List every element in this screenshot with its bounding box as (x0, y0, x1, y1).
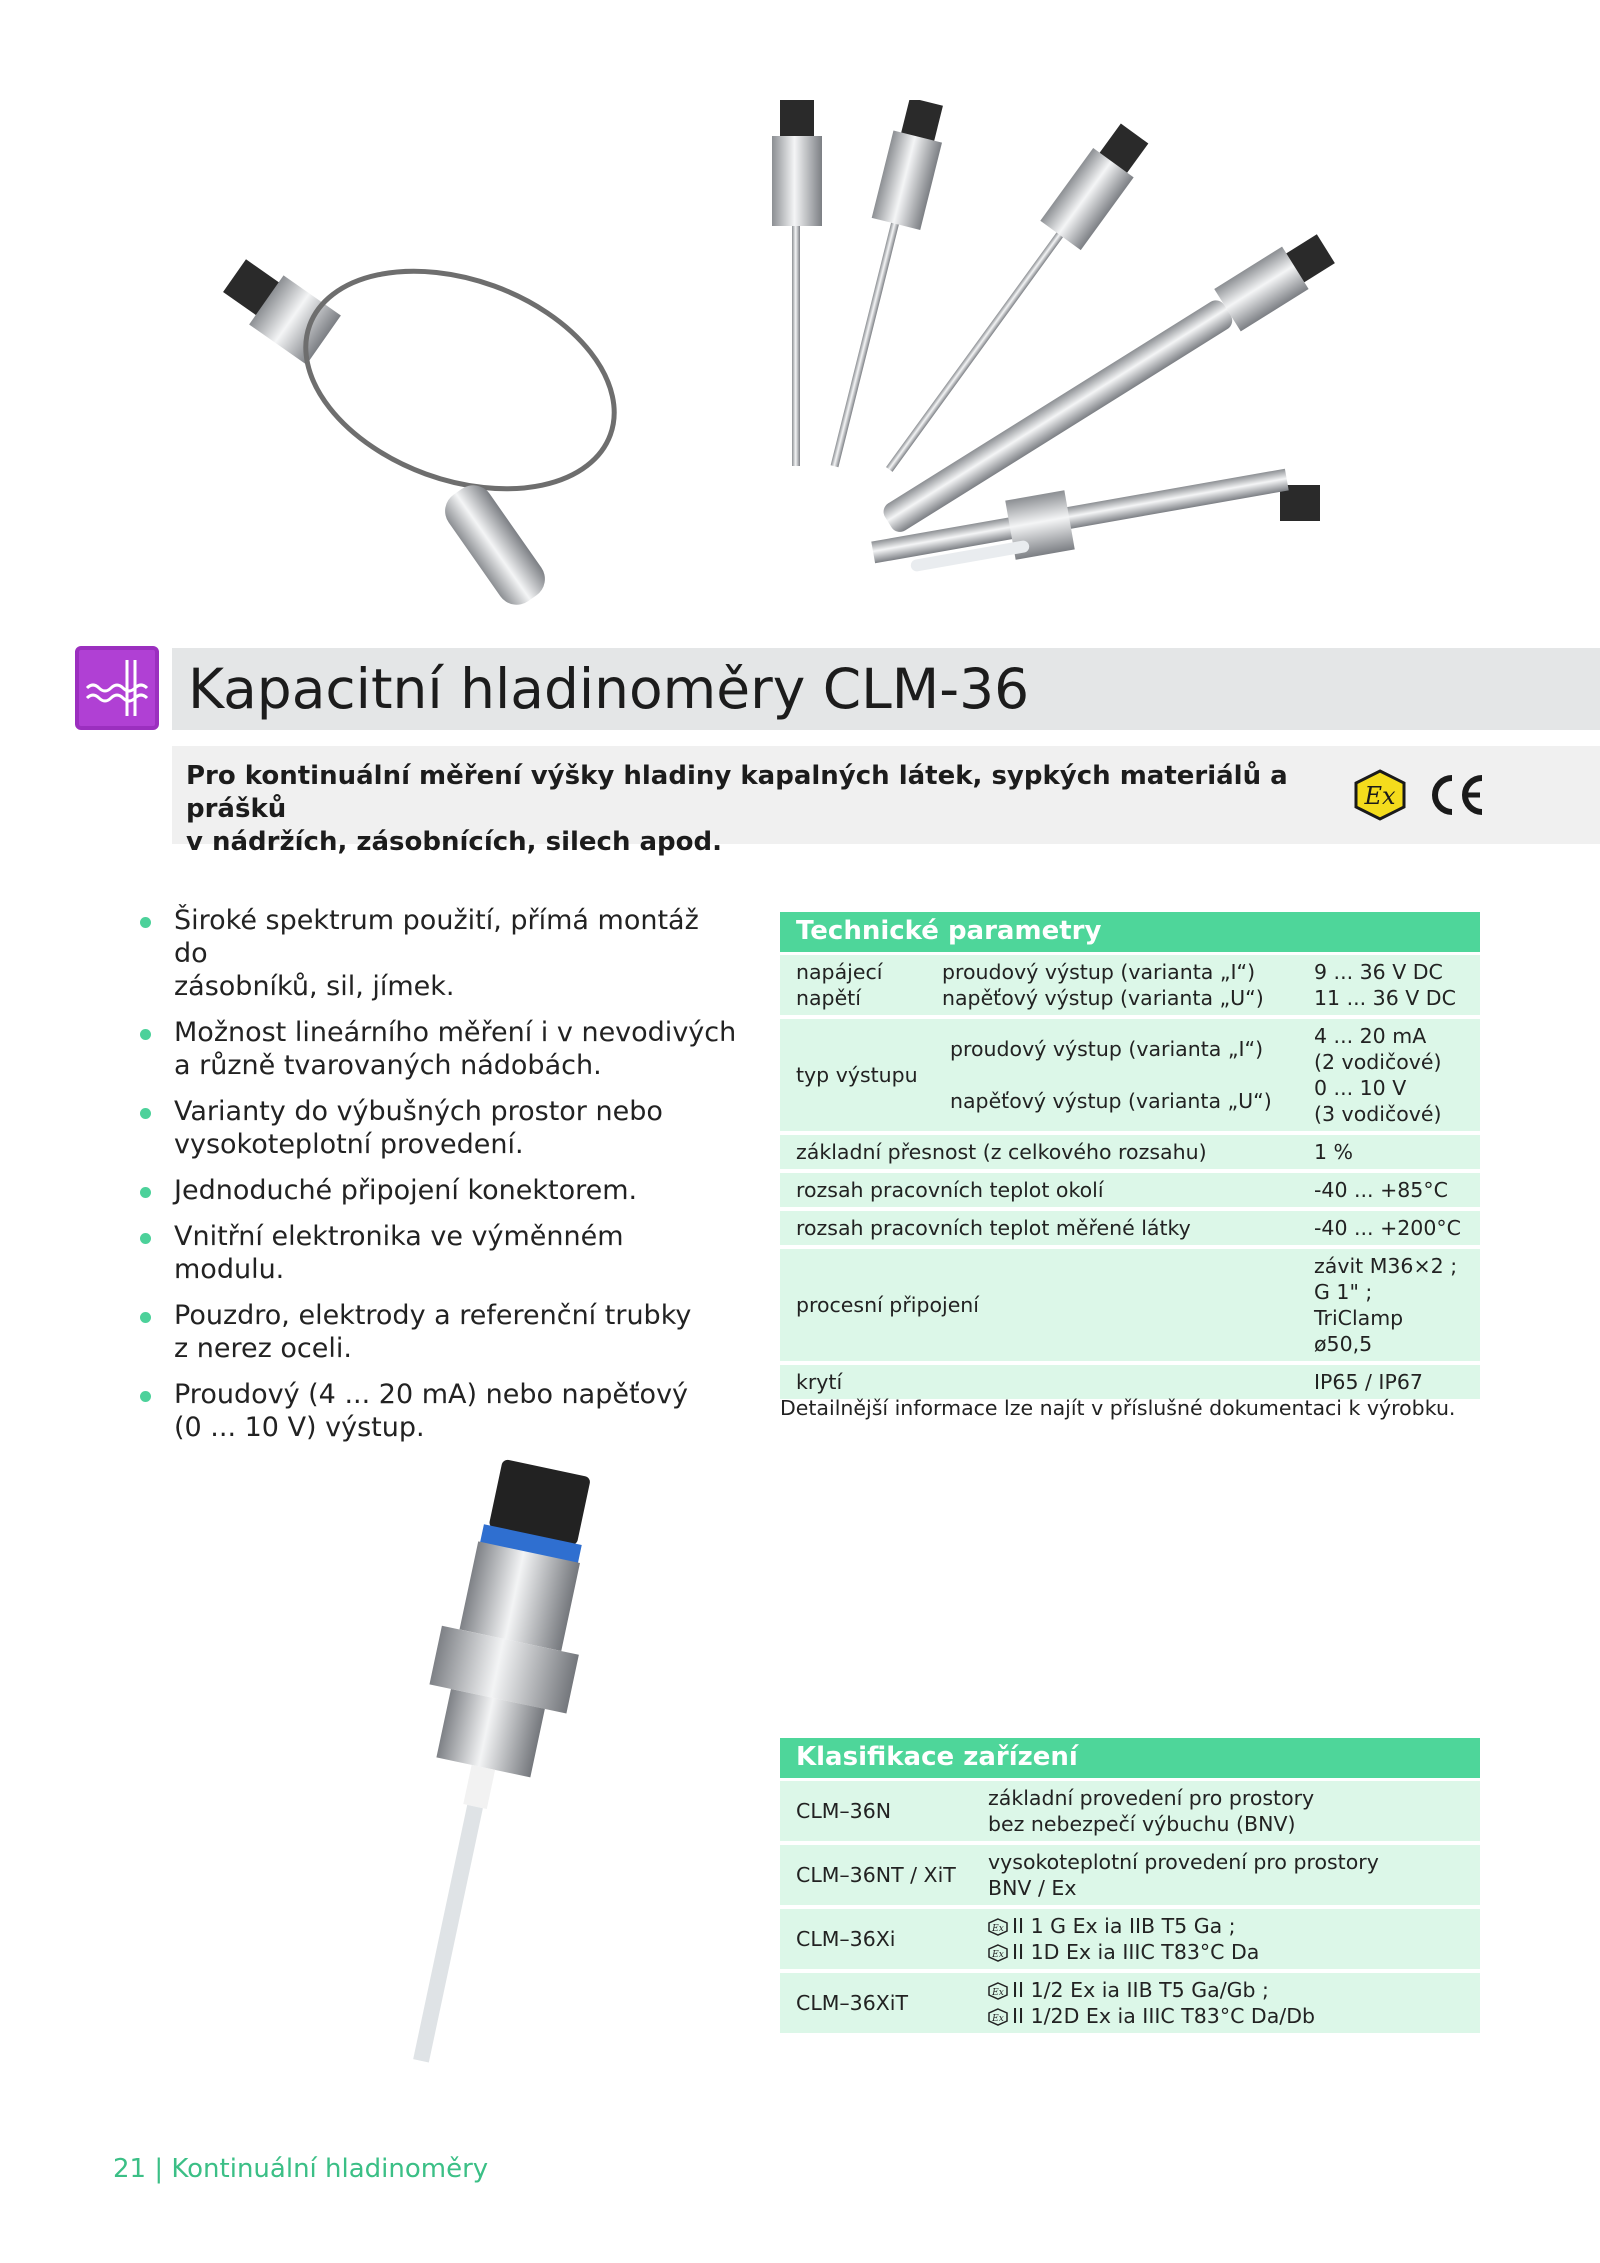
cell-text: BNV / Ex (988, 1876, 1077, 1900)
bullet-icon (140, 1312, 151, 1323)
classification-heading: Klasifikace zařízení (780, 1738, 1480, 1778)
table-row (780, 955, 1480, 1015)
feature-text: a různě tvarovaných nádobách. (174, 1050, 602, 1081)
page-title: Kapacitní hladinoměry CLM-36 (188, 657, 1030, 721)
svg-text:Ex: Ex (992, 1924, 1004, 1934)
row-value: -40 ... +200°C (1298, 1211, 1480, 1245)
row-sub (942, 1019, 1298, 1131)
table-row (780, 1781, 1480, 1841)
feature-text: Pouzdro, elektrody a referenční trubky (174, 1300, 692, 1331)
feature-text: Jednoduché připojení konektorem. (174, 1175, 638, 1206)
cell-text: napájecí (796, 960, 883, 984)
page-subtitle (186, 760, 1336, 859)
row-value: IP65 / IP67 (1298, 1365, 1480, 1399)
row-label: základní přesnost (z celkového rozsahu) (780, 1135, 1298, 1169)
table-row (780, 1135, 1480, 1169)
footer-separator: | (146, 2154, 172, 2184)
bullet-icon (140, 1108, 151, 1119)
level-measurement-icon (75, 646, 159, 730)
ex-mark-icon (1352, 768, 1408, 822)
subtitle-line: Pro kontinuální měření výšky hladiny kapalných látek, sypkých materiálů a prášků (186, 761, 1288, 824)
tech-params-table (780, 951, 1480, 1403)
feature-text: Vnitřní elektronika ve výměnném modulu. (174, 1221, 624, 1285)
rod-probe-1 (772, 100, 822, 466)
cell-line (988, 1939, 1464, 1965)
ex-small-icon (988, 1918, 1008, 1936)
cell-text: 4 ... 20 mA (1314, 1024, 1427, 1048)
list-item (140, 1299, 740, 1365)
description-cell (988, 1845, 1480, 1905)
cell-text: (3 vodičové) (1314, 1102, 1442, 1126)
table-row (780, 1173, 1480, 1207)
tube-probe (875, 228, 1339, 544)
cell-text: proudový výstup (varianta „I“) (942, 960, 1256, 984)
row-value (1298, 1019, 1480, 1131)
cell-text: proudový výstup (varianta „I“) (950, 1037, 1264, 1061)
model-cell: CLM–36XiT (780, 1973, 988, 2033)
list-item (140, 1174, 740, 1207)
table-row (780, 1973, 1480, 2033)
subtitle-line: v nádržích, zásobnících, silech apod. (186, 827, 723, 857)
page-number: 21 (113, 2154, 147, 2184)
tech-params-heading: Technické parametry (780, 912, 1480, 952)
row-label: krytí (780, 1365, 1298, 1399)
list-item (140, 1016, 740, 1082)
svg-text:Ex: Ex (992, 1950, 1004, 1960)
row-label: typ výstupu (780, 1019, 942, 1131)
table-row (780, 1909, 1480, 1969)
cell-text: 9 ... 36 V DC (1314, 960, 1443, 984)
row-label (780, 955, 942, 1015)
table-row (780, 1211, 1480, 1245)
cable-probe (223, 231, 645, 612)
table-row (780, 1249, 1480, 1361)
feature-text: z nerez oceli. (174, 1333, 352, 1364)
cell-text: (2 vodičové) (1314, 1050, 1442, 1074)
cell-text: G 1" ; TriClamp (1314, 1280, 1404, 1330)
model-cell: CLM–36N (780, 1781, 988, 1841)
description-cell (988, 1909, 1480, 1969)
tech-note: Detailnější informace lze najít v příslušné dokumentaci k výrobku. (780, 1396, 1456, 1420)
feature-text: (0 ... 10 V) výstup. (174, 1412, 425, 1443)
feature-text: Široké spektrum použití, přímá montáž do (174, 905, 699, 969)
product-family-photo (150, 100, 1370, 620)
bullet-icon (140, 1187, 151, 1198)
cell-line (988, 1913, 1464, 1939)
cell-text: napěťový výstup (varianta „U“) (942, 986, 1264, 1010)
description-cell (988, 1973, 1480, 2033)
feature-text: zásobníků, sil, jímek. (174, 971, 455, 1002)
table-row (780, 1019, 1480, 1131)
row-value: -40 ... +85°C (1298, 1173, 1480, 1207)
svg-text:Ex: Ex (992, 2014, 1004, 2024)
model-cell: CLM–36Xi (780, 1909, 988, 1969)
cell-text: závit M36×2 ; (1314, 1254, 1458, 1278)
ex-small-icon (988, 1944, 1008, 1962)
svg-text:Ex: Ex (992, 1988, 1004, 1998)
classification-table (780, 1777, 1480, 2037)
section-name: Kontinuální hladinoměry (171, 2154, 489, 2184)
table-row (780, 1845, 1480, 1905)
cell-text: vysokoteplotní provedení pro prostory (988, 1850, 1379, 1874)
cell-text: 11 ... 36 V DC (1314, 986, 1456, 1010)
bullet-icon (140, 1029, 151, 1040)
cell-text: bez nebezpečí výbuchu (BNV) (988, 1812, 1296, 1836)
feature-list (140, 904, 740, 1457)
list-item (140, 1378, 740, 1444)
list-item (140, 904, 740, 1003)
cell-text: II 1/2 Ex ia IIB T5 Ga/Gb ; (1012, 1978, 1269, 2002)
cell-text: ø50,5 (1314, 1332, 1373, 1356)
model-cell: CLM–36NT / XiT (780, 1845, 988, 1905)
row-sub (942, 955, 1298, 1015)
cell-text: II 1/2D Ex ia IIIC T83°C Da/Db (1012, 2004, 1315, 2028)
feature-text: Varianty do výbušných prostor nebo (174, 1096, 663, 1127)
page-footer (113, 2154, 488, 2184)
cell-line (988, 2003, 1464, 2029)
row-label: rozsah pracovních teplot okolí (780, 1173, 1298, 1207)
svg-text:Ex: Ex (1364, 782, 1396, 810)
row-label: rozsah pracovních teplot měřené látky (780, 1211, 1298, 1245)
row-value (1298, 1249, 1480, 1361)
cell-text: 0 ... 10 V (1314, 1076, 1407, 1100)
cell-text: napětí (796, 986, 861, 1010)
cell-text: napěťový výstup (varianta „U“) (950, 1089, 1272, 1113)
cell-line (988, 1977, 1464, 2003)
row-value (1298, 955, 1480, 1015)
cell-text: II 1D Ex ia IIIC T83°C Da (1012, 1940, 1260, 1964)
feature-text: vysokoteplotní provedení. (174, 1129, 524, 1160)
bullet-icon (140, 1233, 151, 1244)
cell-text: základní provedení pro prostory (988, 1786, 1315, 1810)
description-cell (988, 1781, 1480, 1841)
ex-small-icon (988, 1982, 1008, 2000)
product-photo-clm36 (370, 1440, 610, 2080)
cell-text: II 1 G Ex ia IIB T5 Ga ; (1012, 1914, 1236, 1938)
row-label: procesní připojení (780, 1249, 1298, 1361)
feature-text: Proudový (4 ... 20 mA) nebo napěťový (174, 1379, 689, 1410)
bullet-icon (140, 1391, 151, 1402)
feature-text: Možnost lineárního měření i v nevodivých (174, 1017, 737, 1048)
bullet-icon (140, 917, 151, 928)
row-value: 1 % (1298, 1135, 1480, 1169)
list-item (140, 1220, 740, 1286)
ce-mark-icon (1424, 770, 1488, 820)
ex-small-icon (988, 2008, 1008, 2026)
list-item (140, 1095, 740, 1161)
